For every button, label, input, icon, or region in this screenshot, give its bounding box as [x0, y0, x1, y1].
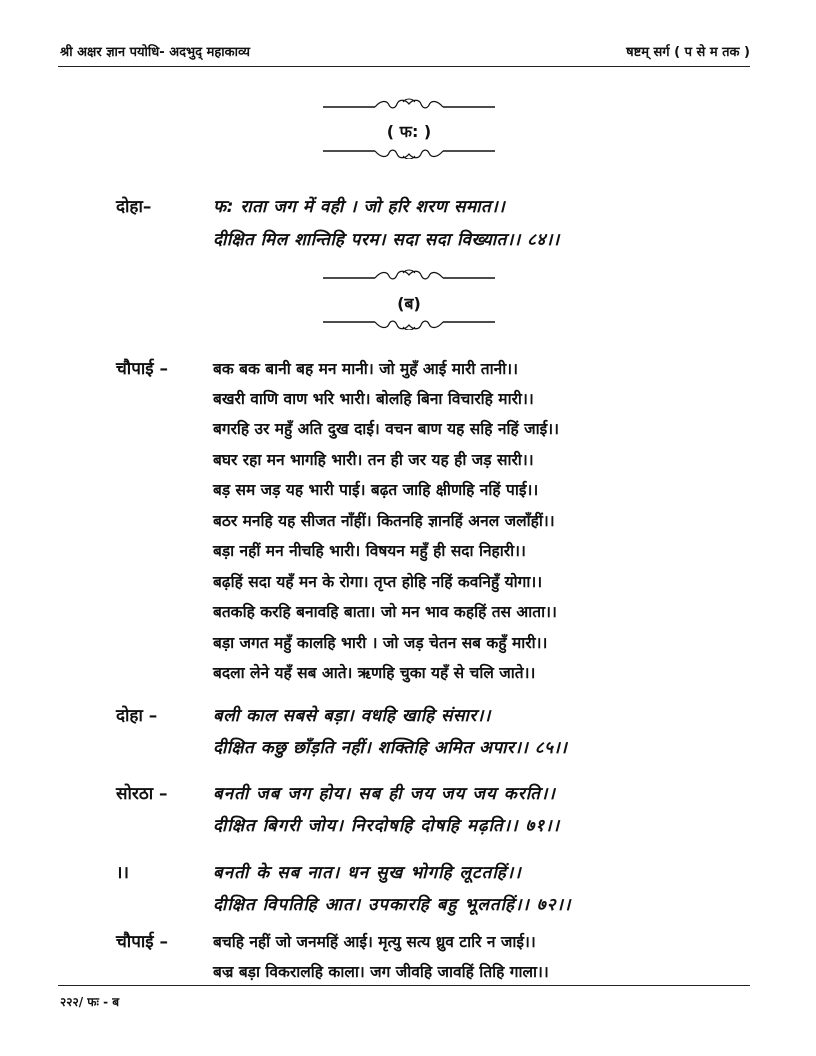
verse-line: बगरहि उर महुँ अति दुख दाई। वचन बाण यह सहि नहिं जाई।।: [213, 420, 559, 438]
chapter-title: षष्टम् सर्ग ( प से म तक ): [626, 45, 750, 60]
verse-label: चौपाई –: [116, 932, 169, 952]
verse-label: चौपाई –: [116, 359, 169, 379]
verse-label: दोहा–: [116, 197, 152, 217]
verse-line: दीक्षित विपतिहि आत। उपकारहि बहु भूलतहिं।। ७२।।: [213, 895, 572, 915]
verse-line: बक बक बानी बह मन मानी। जो मुहँ आई मारी तानी।।: [213, 360, 519, 378]
verse-line: दीक्षित कछु छाँड़ति नहीं। शक्तिहि अमित अपार।। ८५।।: [213, 738, 568, 758]
verse-line: बज्र बड़ा विकरालहि काला। जग जीवहि जावहिं तिहि गाला।।: [213, 963, 549, 981]
book-title: श्री अक्षर ज्ञान पयोधि- अदभुद् महाकाव्य: [60, 45, 250, 60]
verse-line: बड़ सम जड़ यह भारी पाई। बढ़त जाहि क्षीणहि नहिं पाई।।: [213, 481, 539, 499]
verse-line: फ: राता जग में वही । जो हरि शरण समात।।: [213, 197, 506, 217]
ornament-divider-bottom: [323, 145, 495, 159]
verse-line: दीक्षित मिल शान्तिहि परम। सदा सदा विख्यात।। ८४।।: [213, 230, 560, 250]
header-rule: [58, 66, 750, 67]
verse-line: बखरी वाणि वाण भरि भारी। बोलहि बिना विचारहि मारी।।: [213, 390, 534, 408]
verse-label: दोहा –: [116, 706, 158, 726]
verse-line: बड़ा नहीं मन नीचहि भारी। विषयन महुँ ही सदा निहारी।।: [213, 542, 526, 560]
section-title-pha: ( फ: ): [386, 122, 432, 141]
ornament-divider-top: [323, 97, 495, 111]
verse-line: बदला लेने यहँ सब आते। ऋणहि चुका यहँ से चलि जाते।।: [213, 664, 536, 682]
verse-line: बनती जब जग होय। सब ही जय जय जय करति।।: [213, 784, 556, 804]
verse-line: बनती के सब नात। धन सुख भोगहि लूटतहिं।।: [213, 863, 522, 883]
verse-line: बठर मनहि यह सीजत नाँहीं। कितनहि ज्ञानहिं अनल जलाँहीं।।: [213, 512, 555, 530]
verse-line: बघर रहा मन भागहि भारी। तन ही जर यह ही जड़ सारी।।: [213, 451, 534, 469]
verse-line: बड़ा जगत महुँ कालहि भारी । जो जड़ चेतन सब कहुँ मारी।।: [213, 634, 548, 652]
ornament-divider-top: [323, 268, 495, 282]
verse-line: दीक्षित बिगरी जोय। निरदोषहि दोषहि मढ़ति।। ७१।।: [213, 816, 561, 836]
page-number: २२२/ फः - ब: [60, 995, 120, 1009]
section-title-ba: (ब): [397, 294, 421, 313]
verse-line: बढ़हिं सदा यहँ मन के रोगा। तृप्त होहि नहिं कवनिहुँ योगा।।: [213, 573, 543, 591]
verse-line: बली काल सबसे बड़ा। वधहि खाहि संसार।।: [213, 706, 491, 726]
verse-line: बचहि नहीं जो जनमहिं आई। मृत्यु सत्य ध्रुव टारि न जाई।।: [213, 933, 536, 951]
footer-rule: [58, 985, 750, 986]
ornament-divider-bottom: [323, 316, 495, 330]
verse-label: ।।: [116, 863, 129, 883]
verse-label: सोरठा –: [116, 784, 168, 804]
verse-line: बतकहि करहि बनावहि बाता। जो मन भाव कहहिं तस आता।।: [213, 603, 557, 621]
